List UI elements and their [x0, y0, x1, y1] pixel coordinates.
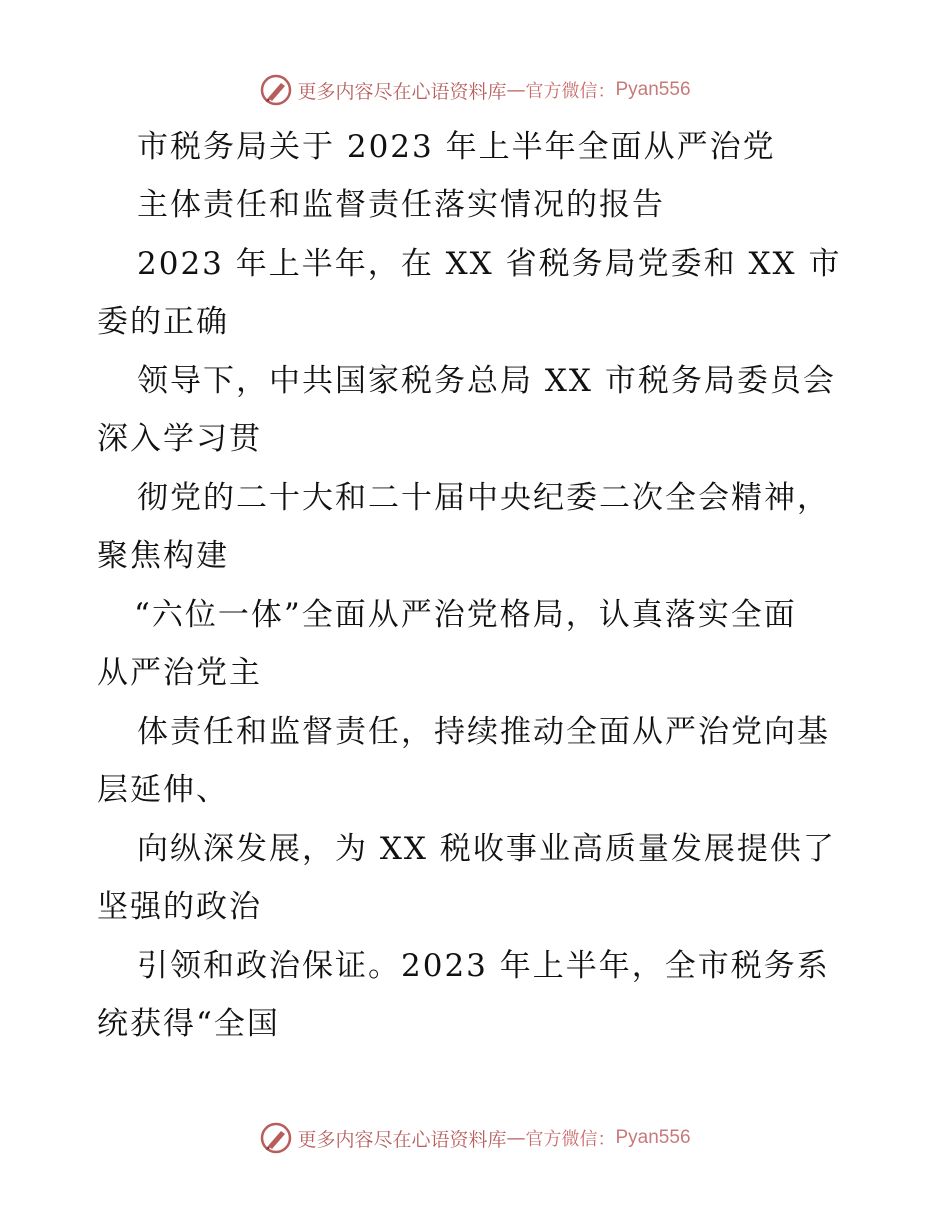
body-line: 坚强的政治: [97, 889, 262, 925]
title-line-1: 市税务局关于 2023 年上半年全面从严治党: [137, 129, 776, 165]
body-line: 向纵深发展，为 XX 税收事业高质量发展提供了: [137, 831, 836, 867]
body-line: 领导下，中共国家税务总局 XX 市税务局委员会: [137, 363, 836, 399]
body-line: 深入学习贯: [97, 421, 262, 457]
body-line: 彻党的二十大和二十届中央纪委二次全会精神，: [137, 480, 830, 516]
watermark-separator: —: [506, 79, 526, 101]
watermark-wechat-label: 官方微信：: [525, 1129, 616, 1150]
watermark-text: 更多内容尽在心语资料库: [297, 1128, 507, 1151]
body-line: 体责任和监督责任，持续推动全面从严治党向基: [137, 714, 830, 750]
body-line: 委的正确: [97, 304, 229, 340]
title-line-2: 主体责任和监督责任落实情况的报告: [137, 187, 665, 223]
body-line: 层延伸、: [97, 772, 229, 808]
body-line: “六位一体”全面从严治党格局，认真落实全面: [134, 597, 797, 633]
watermark-text: 更多内容尽在心语资料库: [297, 80, 507, 103]
watermark-account: Pyan556: [615, 1127, 691, 1148]
body-line: 聚焦构建: [97, 538, 229, 574]
footer-watermark: [0, 1118, 950, 1158]
body-line: 2023 年上半年，在 XX 省税务局党委和 XX 市: [137, 246, 842, 282]
pen-logo-icon: [259, 1121, 293, 1155]
body-line: 统获得“全国: [97, 1006, 280, 1042]
pen-logo-icon: [259, 73, 293, 107]
body-line: 从严治党主: [97, 655, 262, 691]
header-watermark: [0, 70, 950, 110]
watermark-account: Pyan556: [615, 79, 691, 100]
watermark-wechat-label: 官方微信：: [525, 81, 616, 102]
body-line: 引领和政治保证。2023 年上半年，全市税务系: [137, 948, 830, 984]
watermark-separator: —: [506, 1127, 526, 1149]
